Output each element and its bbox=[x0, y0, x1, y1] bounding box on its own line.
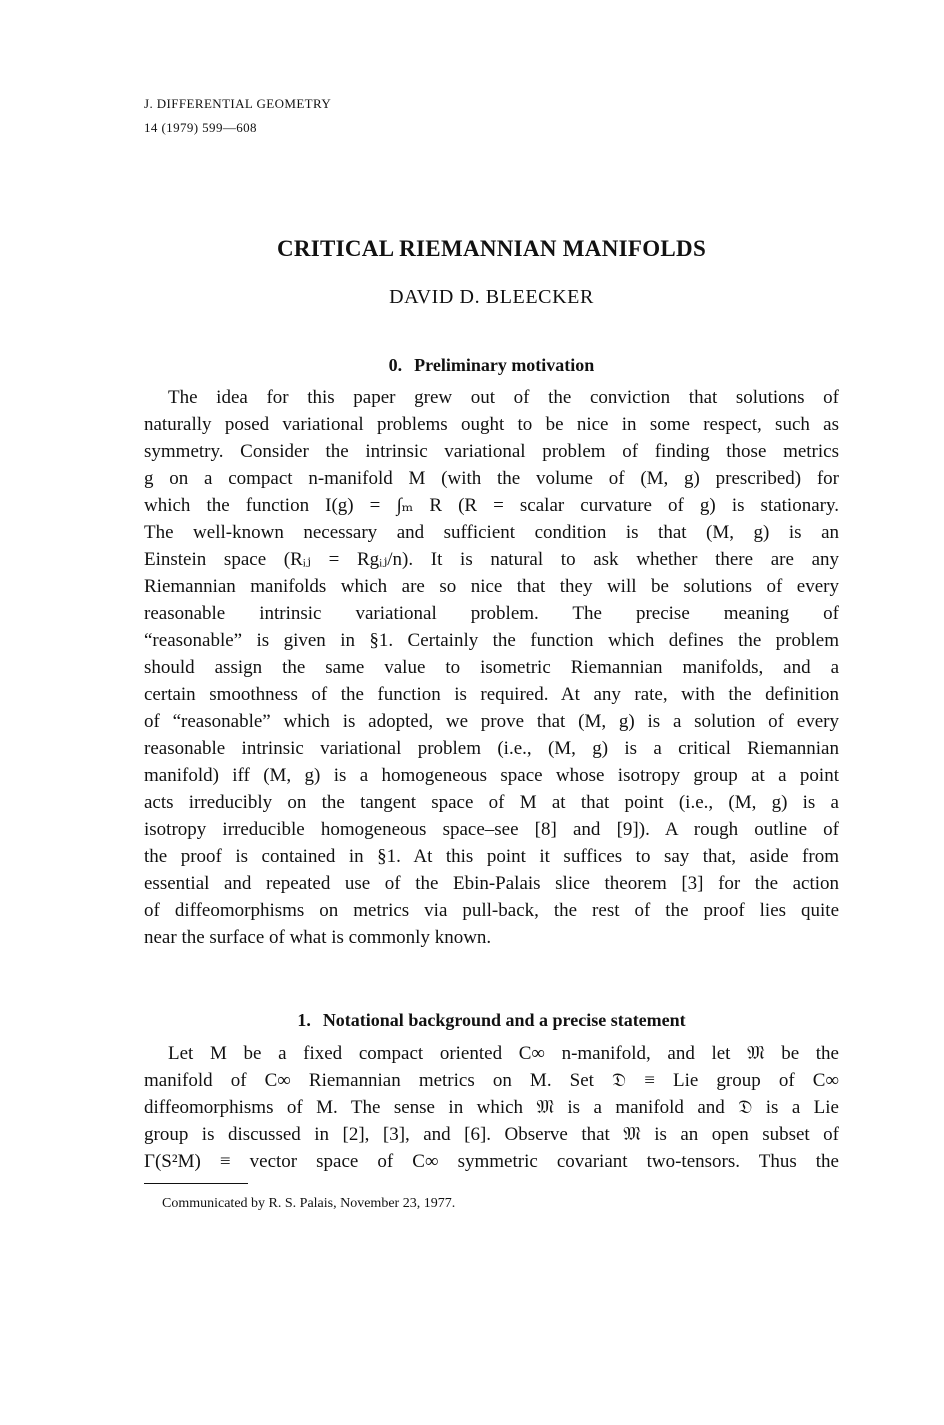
text-line: manifold of C∞ Riemannian metrics on M. Set 𝔇 ≡ Lie group of C∞ bbox=[144, 1070, 839, 1091]
text-line: diffeomorphisms of M. The sense in which 𝔐 is a manifold and 𝔇 is a Lie bbox=[144, 1097, 839, 1118]
text-line: The well-known necessary and sufficient condition is that (M, g) is an bbox=[144, 522, 839, 543]
text-line: reasonable intrinsic variational problem (i.e., (M, g) is a critical Riemannian bbox=[144, 738, 839, 759]
footnote: Communicated by R. S. Palais, November 23, 1977. bbox=[162, 1196, 456, 1211]
text-line: isotropy irreducible homogeneous space–see [8] and [9]). A rough outline of bbox=[144, 819, 839, 840]
journal-name: J. DIFFERENTIAL GEOMETRY bbox=[144, 96, 332, 111]
text-line: “reasonable” is given in §1. Certainly the function which defines the problem bbox=[144, 630, 839, 651]
section-0-heading bbox=[144, 355, 839, 376]
footnote-rule bbox=[144, 1183, 248, 1184]
section-0-number: 0. bbox=[388, 355, 403, 375]
text-line: Let M be a fixed compact oriented C∞ n-manifold, and let 𝔐 be the bbox=[168, 1043, 839, 1064]
text-line: Riemannian manifolds which are so nice that they will be solutions of every bbox=[144, 576, 839, 597]
journal-volume-pages: 14 (1979) 599—608 bbox=[144, 120, 257, 135]
text-line: of diffeomorphisms on metrics via pull-back, the rest of the proof lies quite bbox=[144, 900, 839, 921]
text-line: Einstein space (Rᵢⱼ = Rgᵢⱼ/n). It is natural to ask whether there are any bbox=[144, 549, 839, 570]
text-line: g on a compact n-manifold M (with the volume of (M, g) prescribed) for bbox=[144, 468, 839, 489]
text-line: the proof is contained in §1. At this point it suffices to say that, aside from bbox=[144, 846, 839, 867]
text-line: reasonable intrinsic variational problem. The precise meaning of bbox=[144, 603, 839, 624]
text-line: group is discussed in [2], [3], and [6]. Observe that 𝔐 is an open subset of bbox=[144, 1124, 839, 1145]
section-1-heading bbox=[144, 1010, 839, 1031]
text-line: should assign the same value to isometric Riemannian manifolds, and a bbox=[144, 657, 839, 678]
text-line: which the function I(g) = ∫ₘ R (R = scalar curvature of g) is stationary. bbox=[144, 495, 839, 516]
text-line: acts irreducibly on the tangent space of M at that point (i.e., (M, g) is a bbox=[144, 792, 839, 813]
paper-title: CRITICAL RIEMANNIAN MANIFOLDS bbox=[276, 236, 707, 261]
section-1-title: Notational background and a precise statement bbox=[322, 1010, 686, 1030]
text-line: certain smoothness of the function is required. At any rate, with the definition bbox=[144, 684, 839, 705]
journal-header bbox=[144, 92, 331, 140]
section-1-number: 1. bbox=[297, 1010, 311, 1030]
text-line: of “reasonable” which is adopted, we prove that (M, g) is a solution of every bbox=[144, 711, 839, 732]
text-line: Γ(S²M) ≡ vector space of C∞ symmetric covariant two-tensors. Thus the bbox=[144, 1151, 839, 1172]
text-line: The idea for this paper grew out of the conviction that solutions of bbox=[168, 387, 839, 408]
text-line: near the surface of what is commonly known. bbox=[144, 927, 492, 948]
text-line: essential and repeated use of the Ebin-Palais slice theorem [3] for the action bbox=[144, 873, 839, 894]
section-0-title: Preliminary motivation bbox=[414, 355, 595, 375]
section-1-paragraph bbox=[144, 1040, 839, 1175]
text-line: manifold) iff (M, g) is a homogeneous space whose isotropy group at a point bbox=[144, 765, 839, 786]
text-line: naturally posed variational problems ought to be nice in some respect, such as bbox=[144, 414, 839, 435]
section-0-paragraph bbox=[144, 384, 839, 951]
paper-author: DAVID D. BLEECKER bbox=[389, 286, 594, 308]
text-line: symmetry. Consider the intrinsic variational problem of finding those metrics bbox=[144, 441, 839, 462]
